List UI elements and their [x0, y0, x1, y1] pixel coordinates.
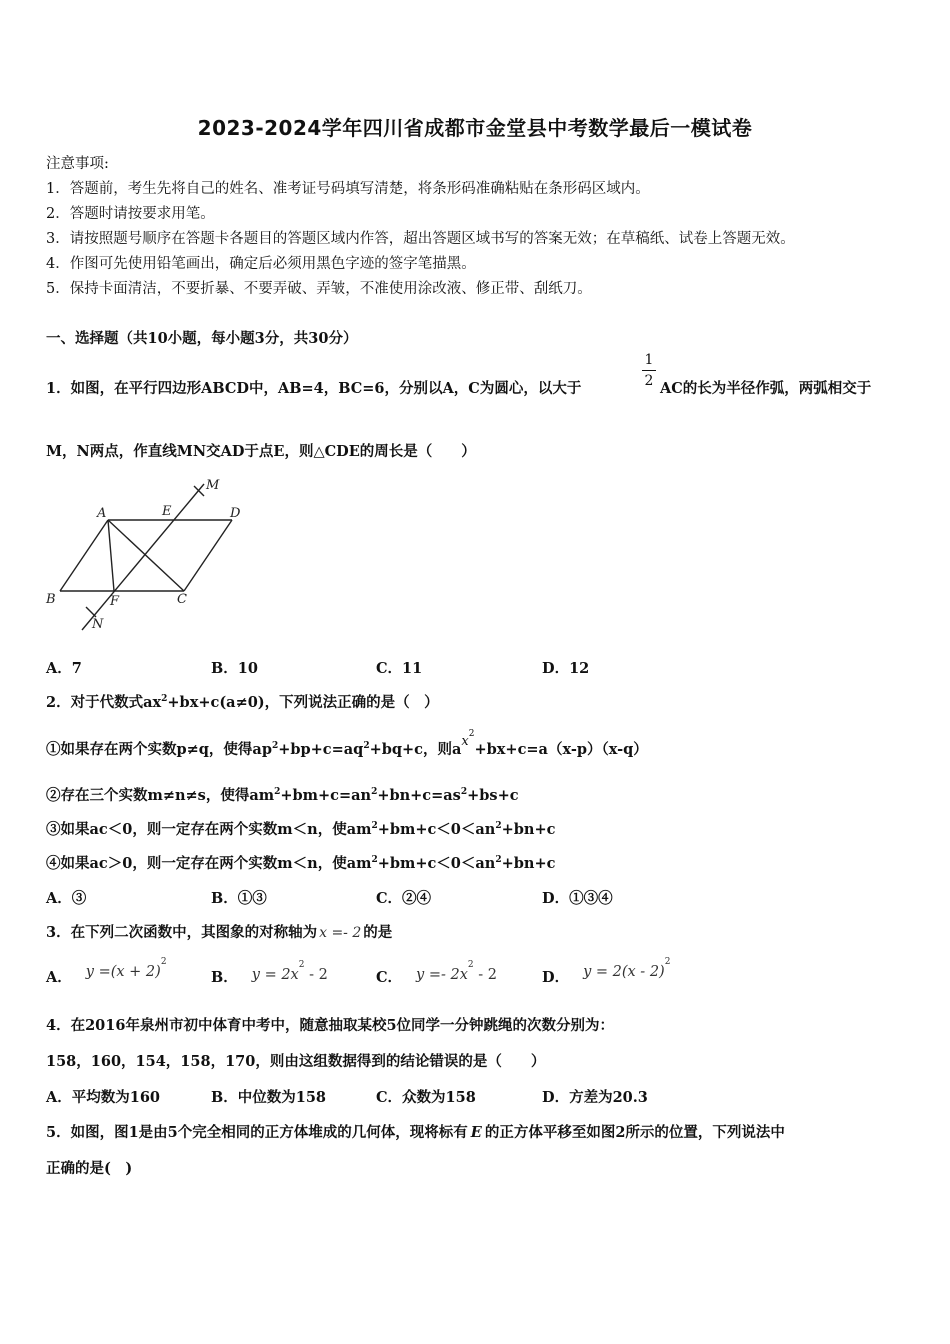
arc-mark-n — [86, 607, 96, 617]
q2-statement-4: ④如果ac＞0，则一定存在两个实数m＜n，使$am^2+bm+c<0<an^2+bn+c$ — [46, 855, 556, 872]
q4-stem: 4．在2016年泉州市初中体育中考中，随意抽取某校5位同学一分钟跳绳的次数分别为： — [46, 1017, 615, 1034]
q4-option-c[interactable]: C．众数为158 — [376, 1089, 476, 1106]
q3-option-d[interactable]: D． y = 2(x - 2)$^2$ — [542, 957, 671, 986]
q4-option-b[interactable]: B．中位数为158 — [211, 1089, 327, 1106]
label-f: F — [110, 594, 120, 609]
q3-axis-formula: x =- 2 — [319, 925, 362, 941]
notice-item-3: 3．请按照题号顺序在答题卡各题目的答题区域内作答，超出答题区域书写的答案无效；在草稿纸、试卷上答题无效。 — [46, 231, 795, 247]
label-n: N — [92, 617, 104, 632]
q3-option-a[interactable]: A． $y =(x + 2)^2$ — [46, 957, 167, 986]
q2-option-d[interactable]: D．①③④ — [542, 890, 613, 907]
q4-option-d[interactable]: D．方差为20.3 — [542, 1089, 648, 1106]
q1-option-c[interactable]: C．11 — [376, 660, 423, 677]
q1-fraction-numerator: 1 — [644, 352, 654, 368]
q4-data: 158，160，154，158，170，则由这组数据得到的结论错误的是（ ） — [46, 1053, 546, 1070]
segment-dc — [184, 520, 232, 591]
notice-heading: 注意事项: — [46, 156, 109, 172]
notice-item-4: 4．作图可先使用铅笔画出，确定后必须用黑色字迹的签字笔描黑。 — [46, 256, 476, 272]
q2-statement-1: ①如果存在两个实数p≠q，使得$ap^2+bp+c=aq^2+bq+c$，则$ax^2+bx+c=a(x-p)(x-q)$ — [46, 729, 648, 758]
label-e: E — [162, 504, 172, 519]
label-c: C — [177, 592, 187, 607]
q1-stem-part1: 1．如图，在平行四边形ABCD中，AB=4，BC=6，分别以A，C为圆心，以大于 — [46, 380, 582, 397]
label-m: M — [206, 478, 220, 493]
q2-option-a[interactable]: A．③ — [46, 890, 87, 907]
q3-option-c[interactable]: C． $y =- 2x^2 - 2$ — [376, 960, 497, 986]
q2-stem: 2．对于代数式$ax^2+bx+c(a\ne 0)$，下列说法正确的是（ ） — [46, 694, 439, 711]
q2-statement-3: ③如果ac＜0，则一定存在两个实数m＜n，使$am^2+bm+c<0<an^2+bn+c$ — [46, 821, 556, 838]
q1-figure — [40, 472, 260, 637]
q4-option-a[interactable]: A．平均数为160 — [46, 1089, 161, 1106]
q1-fraction-denominator: 2 — [644, 373, 654, 389]
q5-stem-line1: 5．如图，图1是由5个完全相同的正方体堆成的几何体，现将标有 E 的正方体平移至如图2所示的位置，下列说法中 — [46, 1124, 785, 1141]
label-b: B — [46, 592, 56, 607]
segment-ac — [108, 520, 184, 591]
notice-item-1: 1．答题前，考生先将自己的姓名、准考证号码填写清楚，将条形码准确粘贴在条形码区域内。 — [46, 181, 650, 197]
label-d: D — [230, 506, 241, 521]
exam-title: 2023-2024学年四川省成都市金堂县中考数学最后一模试卷 — [197, 116, 753, 140]
q1-fraction — [642, 352, 656, 389]
notice-item-5: 5．保持卡面清洁，不要折暴、不要弄破、弄皱，不准使用涂改液、修正带、刮纸刀。 — [46, 281, 592, 297]
q1-stem-part3: M，N两点，作直线MN交AD于点E，则△CDE的周长是（ ） — [46, 443, 476, 460]
q3-stem: 3．在下列二次函数中，其图象的对称轴为 x =- 2 的是 — [46, 924, 393, 941]
q1-option-d[interactable]: D．12 — [542, 660, 590, 677]
notice-item-2: 2．答题时请按要求用笔。 — [46, 206, 215, 222]
q2-option-b[interactable]: B．①③ — [211, 890, 267, 907]
segment-af — [108, 520, 114, 591]
q2-statement-2: ②存在三个实数m≠n≠s，使得$am^2+bm+c=an^2+bn+c=as^2+bs+c$ — [46, 787, 519, 804]
q1-option-b[interactable]: B．10 — [211, 660, 258, 677]
q3-option-b[interactable]: B． $y = 2x^2 - 2$ — [211, 960, 328, 986]
q5-stem-line2: 正确的是( ) — [46, 1160, 133, 1177]
q1-stem-part2: AC的长为半径作弧，两弧相交于 — [660, 380, 872, 397]
segment-ab — [60, 520, 108, 591]
q1-option-a[interactable]: A．7 — [46, 660, 82, 677]
q1-fraction-bar — [642, 370, 656, 371]
label-a: A — [97, 506, 107, 521]
q2-option-c[interactable]: C．②④ — [376, 890, 432, 907]
section-heading: 一、选择题（共10小题，每小题3分，共30分） — [46, 330, 358, 347]
